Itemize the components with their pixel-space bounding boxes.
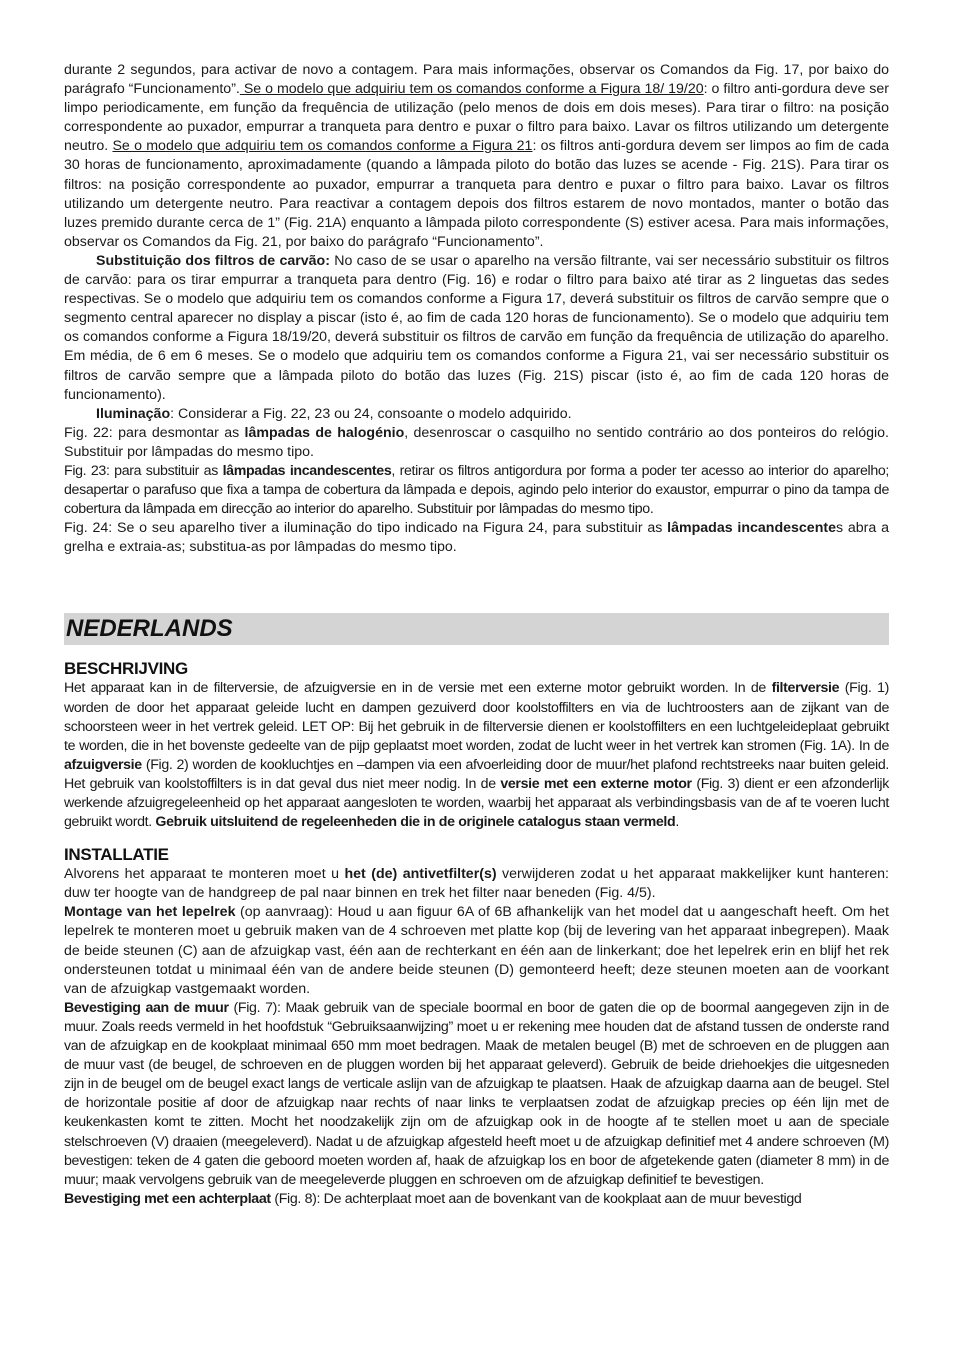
text-run: (Fig. 7): Maak gebruik van de speciale boormal en boor de gaten die op de boormal aangegeven zijn in de muur. Zoals reeds vermeld in het hoofdstuk “Gebruiksaanwijzing” moet u er rekening mee houden dat de afstand tussen de onderste rand van de afzuigkap en de kookplaat minimaal 650 mm moet bedragen. Maak de metalen beugel (B) met de schroeven en de pluggen aan de muur vast (de beugel, de schroeven en de pluggen worden bij het apparaat geleverd). Gebruik de beide driehoekjes die uitgesneden zijn in de beugel om de beugel exact langs de verticale aslijn van de afzuigkap te plaatsen. Haak de afzuigkap daarna aan de beugel. Stel de horizontale positie af door de afzuigkap naar rechts of naar links te verplaatsen zodat de afzuigkap precies op één lijn met de keukenkasten komt te zitten. Mocht het noodzakelijk zijn om de afzuigkap ook in de hoogte af te stellen moet u aan de speciale stelschroeven (V) draaien (meegeleverd). Nadat u de afzuigkap afgesteld heeft moet u de afzuigkap definitief met 4 andere schroeven (M) bevestigen: teken de 4 gaten die geboord moeten worden af, haak de afzuigkap los en boor de afgetekende gaten (diameter 8 mm) in de muur; maak vervolgens gebruik van de meegeleverde pluggen en schroeven om de afzuigkap definitief te bevestigen. bbox=[64, 999, 889, 1188]
text-run: . bbox=[675, 814, 679, 831]
text-run: (Fig. 3) dient er een afzonderlijk werkende afzuigregeleenheid op het apparaat aangesloten te worden, waarbij het apparaat als verbindingsbasis van de af te voeren lucht gebruikt wordt. bbox=[64, 775, 889, 831]
text-run: : Considerar a Fig. 22, 23 ou 24, consoante o modelo adquirido. bbox=[170, 405, 572, 422]
muurbevestiging-paragraph bbox=[64, 999, 889, 1190]
bold-text-run: lâmpadas incandescentes bbox=[222, 462, 392, 479]
text-run: durante 2 segundos, para activar de novo a contagem. Para mais informações, observar os Comandos da Fig. 17, por baixo do parágrafo “Funcionamento”. bbox=[64, 62, 889, 98]
page-content bbox=[64, 61, 889, 1209]
text-run: Fig. 24: Se o seu aparelho tiver a iluminação do tipo indicado na Figura 24, para substituir as bbox=[64, 520, 668, 537]
lepelrek-paragraph bbox=[64, 903, 889, 998]
text-run: : o filtro anti-gordura deve ser limpo periodicamente, em função da frequência de utilização (pelo menos de dois em dois meses). Para tirar o filtro: na posição correspondente ao puxador, empurrar a tranqueta para dentro e puxar o filtro para baixo. Lavar os filtros utilizando um detergente neutro. bbox=[64, 81, 889, 155]
text-run: (op aanvraag): Houd u aan figuur 6A of 6B afhankelijk van het model dat u aangeschaft heeft. Om het lepelrek te monteren moet u gebruik maken van de 4 schroeven met platte kop (bij de levering van het apparaat inbegrepen). Maak de beide steunen (C) aan de afzuigkap vast, één aan de rechterkant en één aan de linkerkant; doe het lepelrek erin en blijf het rek ondersteunen totdat u minimaal één van de andere beide steunen (D) gemonteerd heeft; deze steunen moeten aan de voorkant van de afzuigkap vastgemaakt worden. bbox=[64, 904, 890, 997]
pt-carbon-filter-paragraph bbox=[64, 252, 889, 405]
bold-text-run: lâmpadas de halogénio bbox=[244, 424, 405, 441]
installatie-heading: INSTALLATIE bbox=[64, 845, 169, 865]
pt-lighting-paragraph bbox=[64, 405, 889, 424]
text-run: No caso de se usar o aparelho na versão filtrante, vai ser necessário substituir os filtros de carvão: para os tirar empurrar a tranqueta para dentro (Fig. 16) e rodar o filtro para baixo até tirar as 2 linguetas das sedes respectivas. Se o modelo que adquiriu tem os comandos conforme a Figura 17, deverá substituir os filtros de carvão sempre que o segmento central aparecer no display a piscar (isto é, ao fim de cada 120 horas de funcionamento). Se o modelo que adquiriu tem os comandos conforme a Figura 18/19/20, deverá substituir os filtros de carvão em função da frequência de utilização do aparelho. Em média, de 6 em 6 meses. Se o modelo que adquiriu tem os comandos conforme a Figura 21, vai ser necessário substituir os filtros de carvão sempre que a lâmpada piloto do botão das luzes (Fig. 21S) piscar (isto é, ao fim de cada 120 horas de funcionamento). bbox=[64, 252, 889, 403]
bold-text-run: lâmpadas incandescente bbox=[667, 520, 836, 537]
text-run: , retirar os filtros antigordura por forma a poder ter acesso ao interior do aparelho; desapertar o parafuso que fixa a tampa de cobertura da lâmpada e depois, agindo pelo interior do exaustor, empurrar o pino da tampa de cobertura da lâmpada em direcção ao interior do aparelho. Substituir por lâmpadas do mesmo tipo. bbox=[64, 462, 889, 518]
bold-text-run: versie met een externe motor bbox=[500, 775, 692, 792]
bold-text-run: Substituição dos filtros de carvão: bbox=[96, 252, 330, 269]
underlined-text-run: Se o modelo que adquiriu tem os comandos conforme a Figura 18/ 19/20 bbox=[239, 81, 704, 98]
underlined-text-run: Se o modelo que adquiriu tem os comandos conforme a Figura 21 bbox=[112, 138, 533, 155]
text-run: (Fig. 1) worden de door het apparaat geleide lucht en dampen gezuiverd door koolstoffilters en via de luchtroosters aan de zijkant van de schoorsteen weer in het vertrek geleid. LET OP: Bij het gebruik in de filterversie dienen er koolstoffilters en een luchtgeleideplaat gebruikt te worden, die in het bovenste gedeelte van de pijp geplaatst moet worden, zodat de lucht weer in het vertrek kan stromen (Fig. 1A). In de bbox=[64, 680, 889, 754]
pt-filter-cleaning-paragraph bbox=[64, 61, 889, 252]
beschrijving-heading: BESCHRIJVING bbox=[64, 659, 188, 679]
achterplaat-paragraph bbox=[64, 1190, 889, 1209]
text-run: Alvorens het apparaat te monteren moet u bbox=[64, 866, 345, 883]
beschrijving-paragraph bbox=[64, 679, 889, 832]
text-run: (Fig. 8): De achterplaat moet aan de bovenkant van de kookplaat aan de muur bevestigd bbox=[270, 1190, 802, 1207]
bold-text-run: filterversie bbox=[771, 680, 840, 697]
bold-text-run: Bevestiging met een achterplaat bbox=[64, 1190, 271, 1207]
bold-text-run: Gebruik uitsluitend de regeleenheden die in de originele catalogus staan vermeld bbox=[155, 814, 676, 831]
text-run: (Fig. 2) worden de kookluchtjes en –dampen via een afvoerleiding door de muur/het plafond rechtstreeks naar buiten geleid. Het gebruik van koolstoffilters is in dat geval dus niet meer nodig. In de bbox=[64, 756, 889, 792]
bold-text-run: Iluminação bbox=[96, 405, 171, 422]
text-run: Het apparaat kan in de filterversie, de afzuigversie en in de versie met een externe motor gebruikt worden. In de bbox=[64, 680, 772, 697]
text-run: verwijderen zodat u het apparaat makkelijker kunt hanteren: duw ter hoogte van de handgreep de pal naar binnen en trek het filter naar beneden (Fig. 4/5). bbox=[64, 866, 889, 902]
text-run: : os filtros anti-gordura devem ser limpos ao fim de cada 30 horas de funcionamento, aproximadamente (quando a lâmpada piloto do botão das luzes se acende - Fig. 21S). Para tirar os filtros: na posição correspondente ao puxador, empurrar a tranqueta para dentro e puxar o filtro para baixo. Lavar os filtros utilizando um detergente neutro. Para reactivar a contagem depois dos filtros estarem de novo montados, manter o botão das luzes premido durante cerca de 1” (Fig. 21A) enquanto a lâmpada piloto correspondente (S) estiver acesa. Para mais informações, observar os Comandos da Fig. 21, por baixo do parágrafo “Funcionamento”. bbox=[64, 138, 889, 250]
bold-text-run: het (de) antivetfilter(s) bbox=[344, 866, 497, 883]
bold-text-run: Montage van het lepelrek bbox=[64, 904, 236, 921]
text-run: s abra a grelha e extraia-as; substitua-as por lâmpadas do mesmo tipo. bbox=[64, 520, 889, 556]
text-run: Fig. 23: para substituir as bbox=[64, 462, 223, 479]
installatie-intro-paragraph bbox=[64, 865, 889, 903]
bold-text-run: Bevestiging aan de muur bbox=[64, 999, 229, 1016]
pt-fig22-paragraph bbox=[64, 424, 889, 462]
section-title-band bbox=[64, 613, 889, 645]
pt-fig23-paragraph bbox=[64, 462, 889, 519]
pt-fig24-paragraph bbox=[64, 519, 889, 557]
text-run: Fig. 22: para desmontar as bbox=[64, 424, 245, 441]
section-title: NEDERLANDS bbox=[66, 615, 233, 643]
bold-text-run: afzuigversie bbox=[64, 756, 142, 773]
text-run: , desenroscar o casquilho no sentido contrário ao dos ponteiros do relógio. Substituir por lâmpadas do mesmo tipo. bbox=[64, 424, 889, 460]
